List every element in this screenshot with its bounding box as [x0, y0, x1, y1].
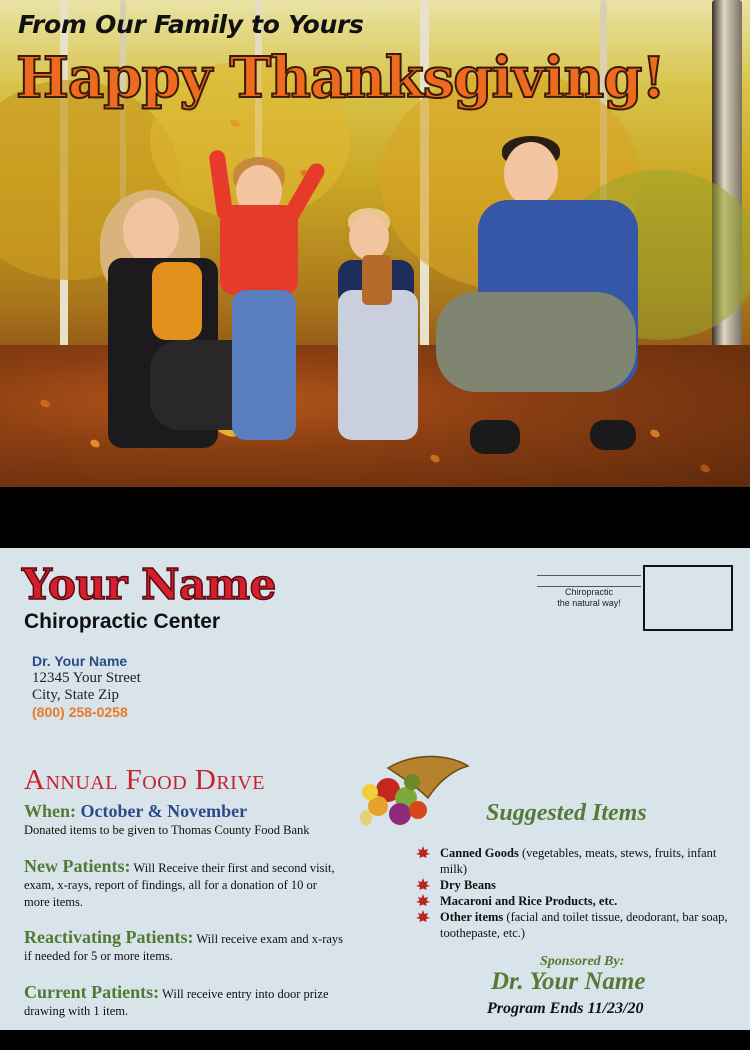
postal-indicia [537, 575, 641, 619]
cornucopia-icon [358, 748, 470, 834]
suggested-item: Canned Goods (vegetables, meats, stews, fruits, infant milk) [414, 845, 734, 877]
when-label: When: [24, 801, 77, 821]
address-phone: (800) 258-0258 [32, 704, 128, 720]
suggested-item: Dry Beans [414, 877, 734, 893]
new-patients-head: New Patients: [24, 856, 131, 876]
new-patients-text: Will Receive their first and second visit, exam, x-rays, report of findings, all for a donation of 10 or more items. [24, 861, 335, 909]
address-city: City, State Zip [32, 687, 119, 703]
when-text: Donated items to be given to Thomas County Food Bank [24, 823, 310, 837]
brand-name: Your Name [22, 560, 276, 609]
maple-leaf-icon [416, 910, 430, 924]
new-patients-block [24, 858, 344, 911]
brand-subtitle: Chiropractic Center [24, 610, 221, 633]
sponsored-by-label: Sponsored By: [540, 954, 625, 969]
address-street: 12345 Your Street [32, 670, 141, 686]
suggested-item: Other items (facial and toilet tissue, deodorant, bar soap, toothepaste, etc.) [414, 909, 734, 941]
suggested-list [414, 845, 734, 941]
program-ends: Program Ends 11/23/20 [487, 1000, 644, 1017]
current-block [24, 984, 344, 1020]
indicia-line-2: the natural way! [557, 598, 621, 608]
maple-leaf-icon [416, 878, 430, 892]
maple-leaf-icon [416, 894, 430, 908]
sponsor-name: Dr. Your Name [491, 968, 646, 995]
food-drive-title: Annual Food Drive [24, 764, 265, 796]
postcard-back [0, 548, 750, 1030]
reactivating-block [24, 929, 344, 965]
reactivating-head: Reactivating Patients: [24, 927, 194, 947]
suggested-title: Suggested Items [486, 800, 647, 826]
address-doctor: Dr. Your Name [32, 653, 128, 669]
front-title: Happy Thanksgiving! [16, 45, 665, 111]
when-value: October & November [80, 801, 248, 821]
return-address [32, 653, 141, 721]
maple-leaf-icon [416, 846, 430, 860]
when-line [24, 801, 247, 822]
suggested-item: Macaroni and Rice Products, etc. [414, 893, 734, 909]
postcard-front [0, 0, 750, 487]
reactivating-text: Will receive exam and x-rays if needed for 5 or more items. [24, 932, 344, 963]
current-head: Current Patients: [24, 982, 160, 1002]
indicia-line-1: Chiropractic [564, 587, 613, 597]
stamp-box [643, 565, 733, 631]
current-text: Will receive entry into door prize drawing with 1 item. [24, 987, 329, 1018]
front-subtitle: From Our Family to Yours [18, 10, 364, 39]
